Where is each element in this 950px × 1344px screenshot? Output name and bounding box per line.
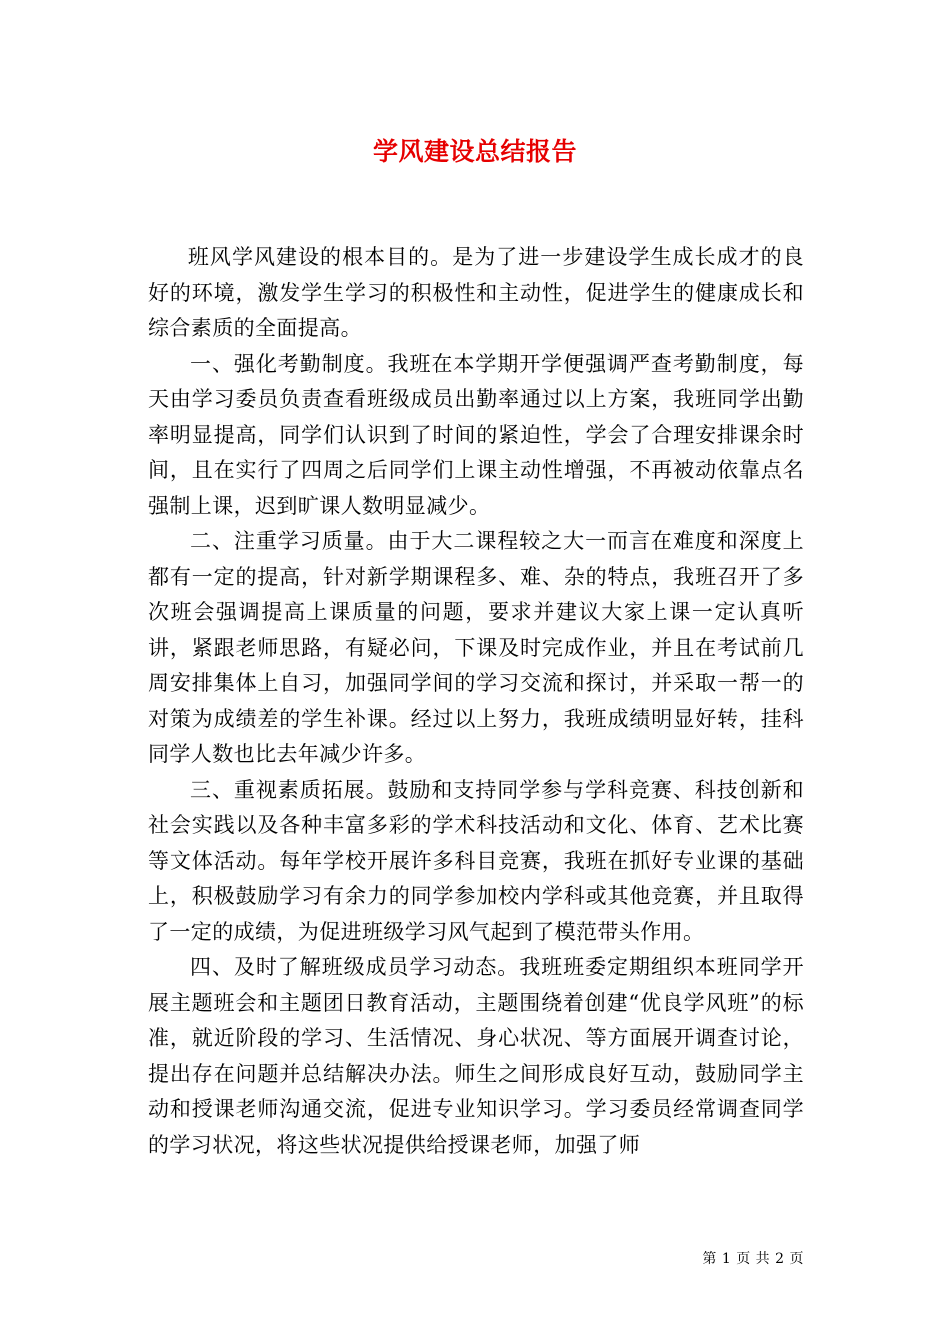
- paragraph-learning-dynamics: 四、及时了解班级成员学习动态。我班班委定期组织本班同学开展主题班会和主题团日教育活动，主题围绕着创建“优良学风班”的标准，就近阶段的学习、生活情况、身心状况、等方面展开调查讨论，提出存在问题并总结解决办法。师生之间形成良好互动，鼓励同学主动和授课老师沟通交流，促进专业知识学习。学习委员经常调查同学的学习状况，将这些状况提供给授课老师，加强了师: [148, 955, 804, 1157]
- document-title: 学风建设总结报告: [372, 137, 577, 166]
- paragraph-intro: 班风学风建设的根本目的。是为了进一步建设学生成长成才的良好的环境，激发学生学习的积极性和主动性，促进学生的健康成长和综合素质的全面提高。: [148, 245, 804, 340]
- paragraph-attendance: 一、强化考勤制度。我班在本学期开学便强调严查考勤制度，每天由学习委员负责查看班级成员出勤率通过以上方案，我班同学出勤率明显提高，同学们认识到了时间的紧迫性，学会了合理安排课余时间，且在实行了四周之后同学们上课主动性增强，不再被动依靠点名强制上课，迟到旷课人数明显减少。: [148, 351, 804, 518]
- paragraph-quality-expansion: 三、重视素质拓展。鼓励和支持同学参与学科竞赛、科技创新和社会实践以及各种丰富多彩的学术科技活动和文化、体育、艺术比赛等文体活动。每年学校开展许多科目竞赛，我班在抓好专业课的基础上，积极鼓励学习有余力的同学参加校内学科或其他竞赛，并且取得了一定的成绩，为促进班级学习风气起到了模范带头作用。: [148, 777, 804, 944]
- page-number: 第 1 页 共 2 页: [702, 1251, 804, 1267]
- document-body: [148, 240, 804, 1163]
- paragraph-study-quality: 二、注重学习质量。由于大二课程较之大一而言在难度和深度上都有一定的提高，针对新学期课程多、难、杂的特点，我班召开了多次班会强调提高上课质量的问题，要求并建议大家上课一定认真听讲，紧跟老师思路，有疑必问，下课及时完成作业，并且在考试前几周安排集体上自习，加强同学间的学习交流和探讨，并采取一帮一的对策为成绩差的学生补课。经过以上努力，我班成绩明显好转，挂科同学人数也比去年减少许多。: [148, 529, 804, 766]
